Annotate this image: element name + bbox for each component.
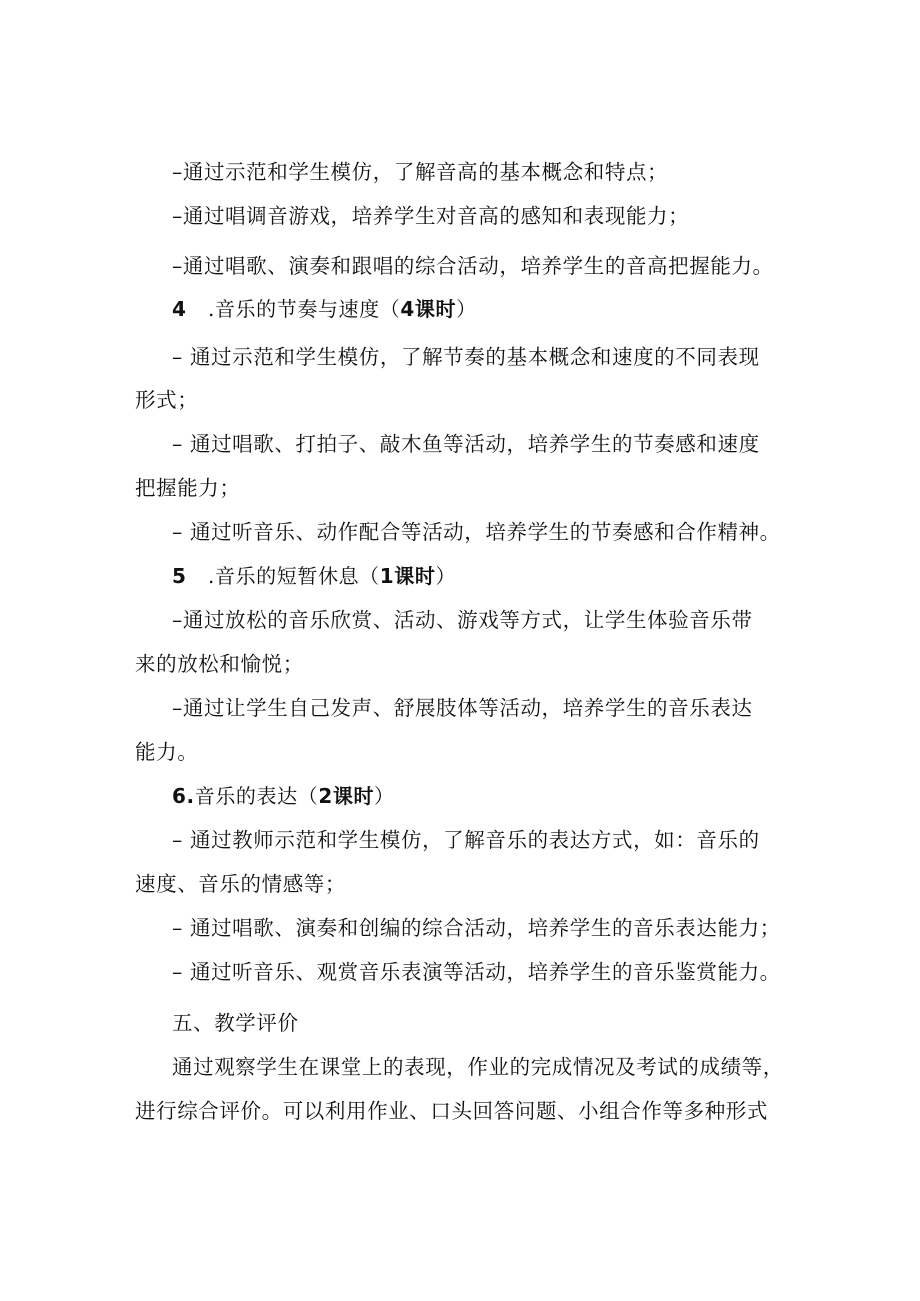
heading-title: 音乐的表达（ (194, 784, 319, 808)
heading-close: ） (374, 784, 395, 808)
heading-number: 5 (172, 564, 187, 588)
body-line: 进行综合评价。可以利用作业、口头回答问题、小组合作等多种形式 (135, 1099, 768, 1123)
body-line: – 通过听音乐、动作配合等活动，培养学生的节奏感和合作精神。 (172, 520, 781, 544)
body-line: – 通过示范和学生模仿，了解节奏的基本概念和速度的不同表现 (172, 345, 760, 369)
section-heading-6 (172, 786, 395, 806)
section-title-evaluation: 五、教学评价 (172, 1011, 299, 1035)
body-line: –通过示范和学生模仿，了解音高的基本概念和特点； (172, 160, 669, 184)
body-line: 来的放松和愉悦； (135, 652, 304, 676)
body-line: – 通过唱歌、打拍子、敲木鱼等活动，培养学生的节奏感和速度 (172, 432, 760, 456)
body-line: – 通过唱歌、演奏和创编的综合活动，培养学生的音乐表达能力； (172, 916, 781, 940)
body-line: 形式； (135, 388, 199, 412)
body-line: –通过放松的音乐欣赏、活动、游戏等方式，让学生体验音乐带 (172, 608, 753, 632)
heading-title: .音乐的节奏与速度（ (208, 297, 401, 321)
body-line: –通过唱歌、演奏和跟唱的综合活动，培养学生的音高把握能力。 (172, 254, 774, 278)
body-line: – 通过听音乐、观赏音乐表演等活动，培养学生的音乐鉴赏能力。 (172, 960, 781, 984)
heading-hours: 1课时 (379, 564, 436, 588)
heading-hours: 4课时 (400, 297, 457, 321)
body-line: –通过唱调音游戏，培养学生对音高的感知和表现能力； (172, 204, 690, 228)
section-heading-4 (172, 299, 477, 319)
body-line: 把握能力； (135, 476, 241, 500)
heading-close: ） (435, 564, 457, 588)
body-line: – 通过教师示范和学生模仿，了解音乐的表达方式，如：音乐的 (172, 828, 760, 852)
body-line: –通过让学生自己发声、舒展肢体等活动，培养学生的音乐表达 (172, 696, 753, 720)
heading-number: 4 (172, 297, 187, 321)
heading-close: ） (456, 297, 477, 321)
section-heading-5 (172, 566, 456, 586)
heading-title: .音乐的短暂休息（ (208, 564, 380, 588)
heading-number: 6. (172, 784, 195, 808)
body-line: 能力。 (135, 740, 199, 764)
body-line: 通过观察学生在课堂上的表现，作业的完成情况及考试的成绩等， (172, 1055, 784, 1079)
body-line: 速度、音乐的情感等； (135, 872, 346, 896)
heading-hours: 2课时 (318, 784, 375, 808)
